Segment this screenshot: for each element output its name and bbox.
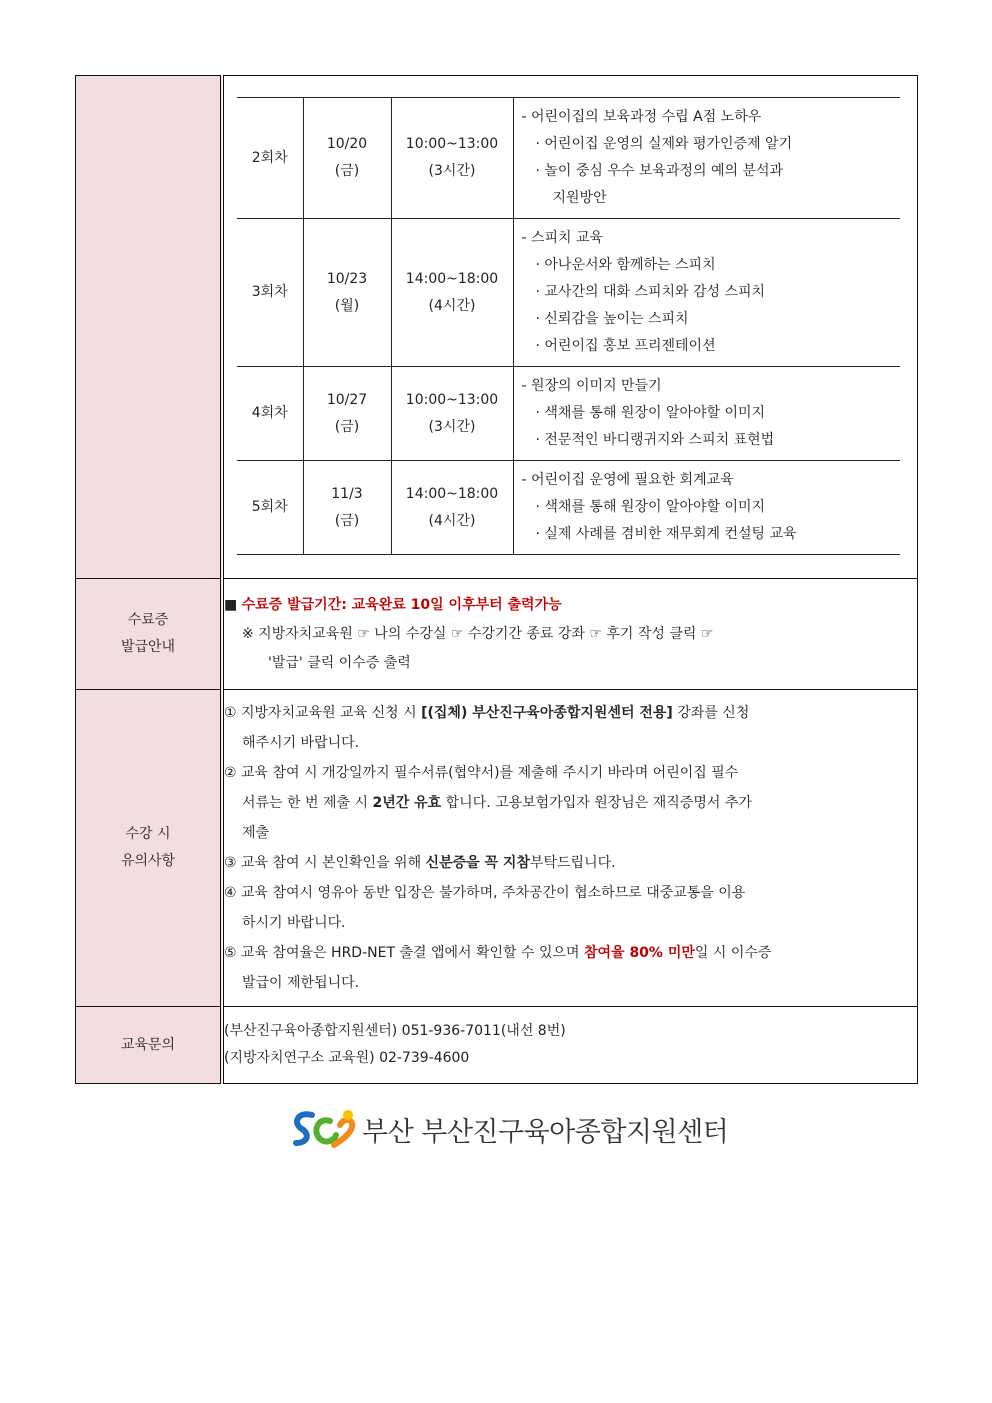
content-line: · 전문적인 바디랭귀지와 스피치 표현법 xyxy=(535,432,775,448)
inquiry-line1: (부산진구육아종합지원센터) 051-936-7011(내선 8번) xyxy=(224,1023,566,1039)
schedule-body-cell xyxy=(222,76,918,579)
center-logo-icon xyxy=(290,1107,360,1151)
note-2: ② 교육 참여 시 개강일까지 필수서류(협약서)를 제출해 주시기 바라며 어린이집 필수 xyxy=(224,765,739,781)
content-line: · 색채를 통해 원장이 알아야할 이미지 xyxy=(535,405,766,421)
schedule-session-row xyxy=(237,219,900,367)
content-line: · 놀이 중심 우수 보육과정의 예의 분석과 xyxy=(535,163,784,179)
note-3-text: ③ 교육 참여 시 본인확인을 위해 xyxy=(224,855,426,871)
content-line: - 어린이집 운영에 필요한 회계교육 xyxy=(521,472,734,488)
session-time: 14:00~18:00 xyxy=(405,270,499,287)
certificate-steps-line1: ※ 지방자치교육원 ☞ 나의 수강실 ☞ 수강기간 종료 강좌 ☞ 후기 작성 클릭 ☞ xyxy=(242,625,714,642)
note-3-bold: 신분증을 꼭 지참 xyxy=(425,855,530,871)
content-line: - 어린이집의 보육과정 수립 A점 노하우 xyxy=(521,109,762,125)
content-line: 지원방안 xyxy=(552,190,607,206)
time-cell xyxy=(391,98,513,219)
session-time: 10:00~13:00 xyxy=(405,391,499,408)
session-label: 4회차 xyxy=(251,405,288,421)
session-cell xyxy=(237,461,303,555)
session-cell xyxy=(237,219,303,367)
content-line: - 원장의 이미지 만들기 xyxy=(521,378,662,394)
content-cell xyxy=(513,219,900,367)
session-day: (금) xyxy=(334,163,360,179)
inquiry-body xyxy=(222,1007,918,1084)
session-date: 10/20 xyxy=(326,136,368,152)
session-day: (월) xyxy=(334,297,360,314)
note-4: ④ 교육 참여시 영유아 동반 입장은 불가하며, 주차공간이 협소하므로 대중교통을 이용 xyxy=(224,885,746,901)
schedule-label-cell xyxy=(76,76,223,579)
schedule-row xyxy=(76,76,918,579)
note-5-highlight: 참여율 80% 미만 xyxy=(584,945,695,961)
note-1-text: ① 지방자치교육원 교육 신청 시 xyxy=(224,705,422,721)
schedule-table xyxy=(237,97,900,555)
note-2-bold: 2년간 유효 xyxy=(372,795,442,811)
note-4-cont: 하시기 바랍니다. xyxy=(242,915,346,931)
certificate-label-line1: 수료증 xyxy=(127,612,169,628)
content-line: - 스피치 교육 xyxy=(521,230,604,246)
note-5-text: ⑤ 교육 참여율은 HRD-NET 출결 앱에서 확인할 수 있으며 xyxy=(224,945,584,961)
note-5-cont: 발급이 제한됩니다. xyxy=(242,975,360,991)
certificate-period xyxy=(224,591,917,620)
inquiry-row xyxy=(76,1007,918,1084)
time-cell xyxy=(391,461,513,555)
session-label: 3회차 xyxy=(251,284,288,300)
notes-label-line1: 수강 시 xyxy=(125,826,171,842)
content-line: · 실제 사례를 겸비한 재무회계 컨설팅 교육 xyxy=(535,526,797,542)
schedule-session-row xyxy=(237,98,900,219)
certificate-label-line2: 발급안내 xyxy=(120,639,176,655)
note-1-text-end: 강좌를 신청 xyxy=(672,705,750,721)
certificate-body xyxy=(222,579,918,690)
note-5 xyxy=(224,938,917,968)
content-cell xyxy=(513,461,900,555)
note-2-cont xyxy=(224,788,917,818)
square-bullet-icon: ■ xyxy=(224,596,238,613)
schedule-session-row xyxy=(237,367,900,461)
notes-label xyxy=(76,690,223,1007)
inquiry-label: 교육문의 xyxy=(76,1007,223,1084)
note-3-text-end: 부탁드립니다. xyxy=(529,855,616,871)
date-cell xyxy=(303,367,391,461)
content-cell xyxy=(513,98,900,219)
time-cell xyxy=(391,367,513,461)
notes-row xyxy=(76,690,918,1007)
footer-logo-block xyxy=(290,1106,728,1152)
info-table xyxy=(75,75,918,1084)
note-2-text-end: 합니다. 고용보험가입자 원장님은 재직증명서 추가 xyxy=(441,795,752,811)
session-time: 10:00~13:00 xyxy=(405,136,499,152)
certificate-label xyxy=(76,579,223,690)
certificate-row xyxy=(76,579,918,690)
session-cell xyxy=(237,367,303,461)
session-date: 10/27 xyxy=(326,391,368,408)
content-line: · 어린이집 홍보 프리젠테이션 xyxy=(535,338,716,354)
content-line: · 아나운서와 함께하는 스피치 xyxy=(535,257,716,273)
note-1-bold: [(집체) 부산진구육아종합지원센터 전용] xyxy=(421,705,673,721)
note-1-cont: 해주시기 바랍니다. xyxy=(242,735,360,751)
date-cell xyxy=(303,461,391,555)
note-2-text: 서류는 한 번 제출 시 xyxy=(242,795,373,811)
note-5-text-end: 일 시 이수증 xyxy=(694,945,772,961)
session-cell xyxy=(237,98,303,219)
note-2-cont2: 제출 xyxy=(242,825,270,841)
session-time: 14:00~18:00 xyxy=(405,485,499,502)
inquiry-line2: (지방자치연구소 교육원) 02-739-4600 xyxy=(224,1050,470,1066)
session-day: (금) xyxy=(334,418,360,435)
note-1 xyxy=(224,698,917,728)
note-3 xyxy=(224,848,917,878)
schedule-session-row xyxy=(237,461,900,555)
session-hours: (3시간) xyxy=(428,163,476,179)
notes-body xyxy=(222,690,918,1007)
session-label: 2회차 xyxy=(251,149,288,166)
date-cell xyxy=(303,219,391,367)
session-hours: (4시간) xyxy=(428,297,476,314)
session-label: 5회차 xyxy=(251,499,288,515)
session-day: (금) xyxy=(334,512,360,529)
session-hours: (3시간) xyxy=(428,418,476,435)
content-line: · 신뢰감을 높이는 스피치 xyxy=(535,311,689,327)
content-line: · 어린이집 운영의 실제와 평가인증제 알기 xyxy=(535,136,793,152)
certificate-steps-line2: '발급' 클릭 이수증 출력 xyxy=(268,654,411,671)
date-cell xyxy=(303,98,391,219)
session-date: 10/23 xyxy=(326,270,368,287)
content-cell xyxy=(513,367,900,461)
session-hours: (4시간) xyxy=(428,512,476,529)
notes-label-line2: 유의사항 xyxy=(120,853,176,869)
time-cell xyxy=(391,219,513,367)
content-line: · 교사간의 대화 스피치와 감성 스피치 xyxy=(535,284,766,300)
center-name: 부산 부산진구육아종합지원센터 xyxy=(362,1116,729,1148)
certificate-period-text: 수료증 발급기간: 교육완료 10일 이후부터 출력가능 xyxy=(241,596,562,613)
content-line: · 색채를 통해 원장이 알아야할 이미지 xyxy=(535,499,766,515)
session-date: 11/3 xyxy=(331,485,363,502)
